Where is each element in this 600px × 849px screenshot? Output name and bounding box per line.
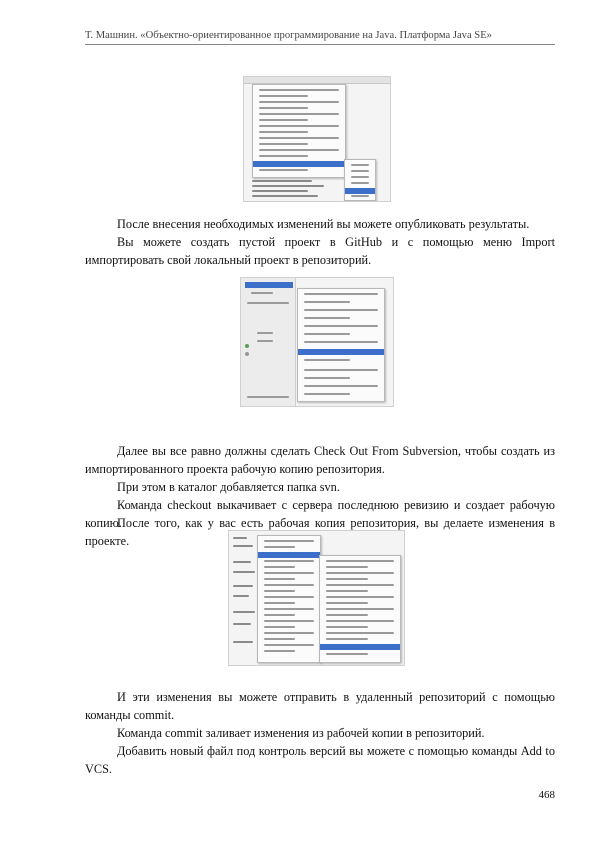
screenshot-menubar (244, 77, 390, 84)
screenshot-tree-selection (245, 282, 293, 288)
paragraph-add-to-vcs: Добавить новый файл под контроль версий вы можете с помощью команды Add to VCS. (85, 744, 555, 776)
screenshot-project-tree (241, 278, 296, 406)
paragraph-commit-send: И эти изменения вы можете отправить в удаленный репозиторий с помощью команды commit. (85, 690, 555, 722)
screenshot-selected-item (253, 161, 345, 167)
screenshot-subversion-menu (228, 530, 405, 666)
header-rule (85, 44, 555, 45)
paragraph-checkout: Далее вы все равно должны сделать Check Out From Subversion, чтобы создать из импортированного проекта рабочую копию репозитория. (85, 444, 555, 476)
running-header: Т. Машнин. «Объектно-ориентированное программирование на Java. Платформа Java SE» (85, 30, 492, 41)
paragraph-working-copy: После того, как у вас есть рабочая копия репозитория, вы делаете изменения в проекте. (85, 516, 555, 548)
paragraph-publish: После внесения необходимых изменений вы можете опубликовать результаты. (117, 217, 530, 231)
screenshot-import-item (298, 349, 384, 355)
screenshot-vcs-menu (243, 76, 391, 202)
paragraph-checkout-revision: Команда checkout выкачивает с сервера последнюю ревизию и создает рабочую копию. (85, 498, 555, 530)
paragraph-import: Вы можете создать пустой проект в GitHub и с помощью меню Import импортировать свой локальный проект в репозиторий. (85, 235, 555, 267)
screenshot-vcs-dropdown (252, 84, 346, 178)
paragraph-commit-upload: Команда commit заливает изменения из рабочей копии в репозиторий. (117, 726, 485, 740)
screenshot-editor-context-menu (257, 535, 321, 663)
paragraph-svn-folder: При этом в каталог добавляется папка svn. (117, 480, 340, 494)
screenshot-svn-context-menu (240, 277, 394, 407)
page-number: 468 (538, 789, 555, 801)
screenshot-subversion-submenu (319, 555, 401, 663)
screenshot-vcs-submenu (344, 159, 376, 201)
screenshot-svn-dropdown (297, 288, 385, 402)
screenshot-commit-item (320, 644, 400, 650)
